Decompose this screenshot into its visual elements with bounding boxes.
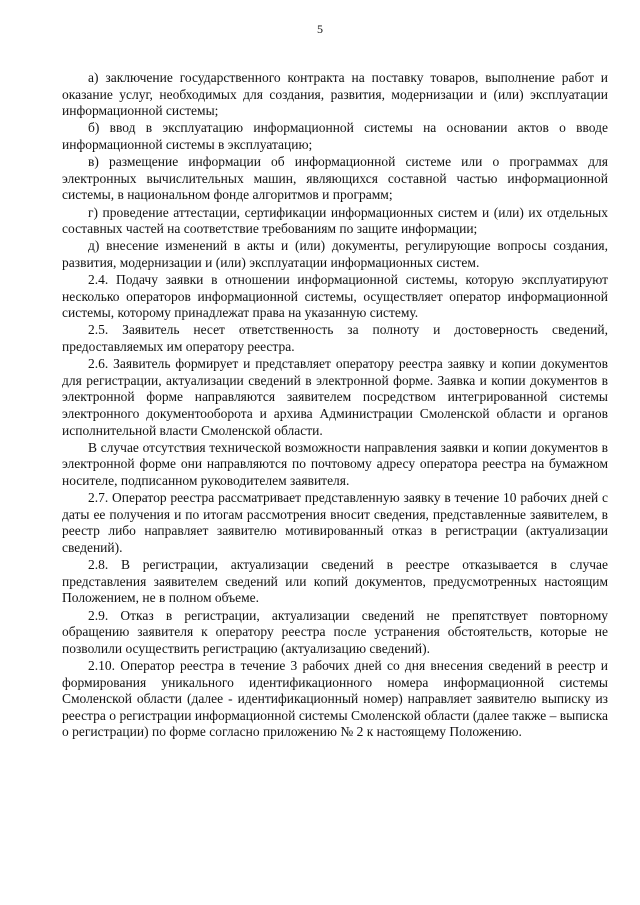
paragraph-2-4: 2.4. Подачу заявки в отношении информационной системы, которую эксплуатируют несколько операторов информационной системы, осуществляет оператор информационной системы, которому принадлежат права на указанную систему. [62, 272, 608, 321]
paragraph-2-5: 2.5. Заявитель несет ответственность за полноту и достоверность сведений, предоставляемых им оператору реестра. [62, 322, 608, 355]
paragraph-2-10: 2.10. Оператор реестра в течение 3 рабочих дней со дня внесения сведений в реестр и формирования уникального идентификационного номера информационной системы Смоленской области (далее - идентификационный номер) направляет заявителю выписку из реестра о регистрации информационной системы Смоленской области (далее также – выписка о регистрации) по форме согласно приложению № 2 к настоящему Положению. [62, 657, 608, 740]
paragraph-item-b: б) ввод в эксплуатацию информационной системы на основании актов о вводе информационной системы в эксплуатацию; [62, 120, 608, 152]
paragraph-2-7: 2.7. Оператор реестра рассматривает представленную заявку в течение 10 рабочих дней с даты ее получения и по итогам рассмотрения вносит сведения, представленные заявителем, в реестр либо направляет заявителю мотивированный отказ в регистрации (актуализации сведений). [62, 490, 608, 555]
paragraph-2-9: 2.9. Отказ в регистрации, актуализации сведений не препятствует повторному обращению заявителя к оператору реестра после устранения обстоятельств, которые не позволили осуществить регистрацию (актуализацию сведений). [62, 607, 608, 656]
paragraph-item-d: д) внесение изменений в акты и (или) документы, регулирующие вопросы создания, развития, модернизации и (или) эксплуатации информационных систем. [62, 238, 608, 270]
paragraph-item-g: г) проведение аттестации, сертификации информационных систем и (или) их отдельных составных частей на соответствие требованиям по защите информации; [62, 204, 608, 237]
paragraph-2-6-continued: В случае отсутствия технической возможности направления заявки и копии документов в электронной форме они направляются по почтовому адресу оператора реестра на бумажном носителе, подписанном руководителем заявителя. [62, 439, 608, 488]
paragraph-2-8: 2.8. В регистрации, актуализации сведений в реестре отказывается в случае представления заявителем сведений или копий документов, предусмотренных настоящим Положением, не в полном объеме. [62, 557, 608, 606]
paragraph-item-a: а) заключение государственного контракта на поставку товаров, выполнение работ и оказание услуг, необходимых для создания, развития, модернизации и (или) эксплуатации информационной системы; [62, 70, 608, 119]
paragraph-item-v: в) размещение информации об информационной системе или о программах для электронных вычислительных машин, являющихся составной частью информационной системы, в национальном фонде алгоритмов и программ; [62, 154, 608, 203]
paragraph-2-6: 2.6. Заявитель формирует и представляет оператору реестра заявку и копии документов для регистрации, актуализации сведений в электронной форме. Заявка и копии документов в электронной форме направляются заявителем посредством интегрированной системы электронного документооборота и архива Администрации Смоленской области и органов исполнительной власти Смоленской области. [62, 356, 608, 438]
page-number: 5 [317, 22, 323, 36]
document-body [62, 70, 608, 741]
